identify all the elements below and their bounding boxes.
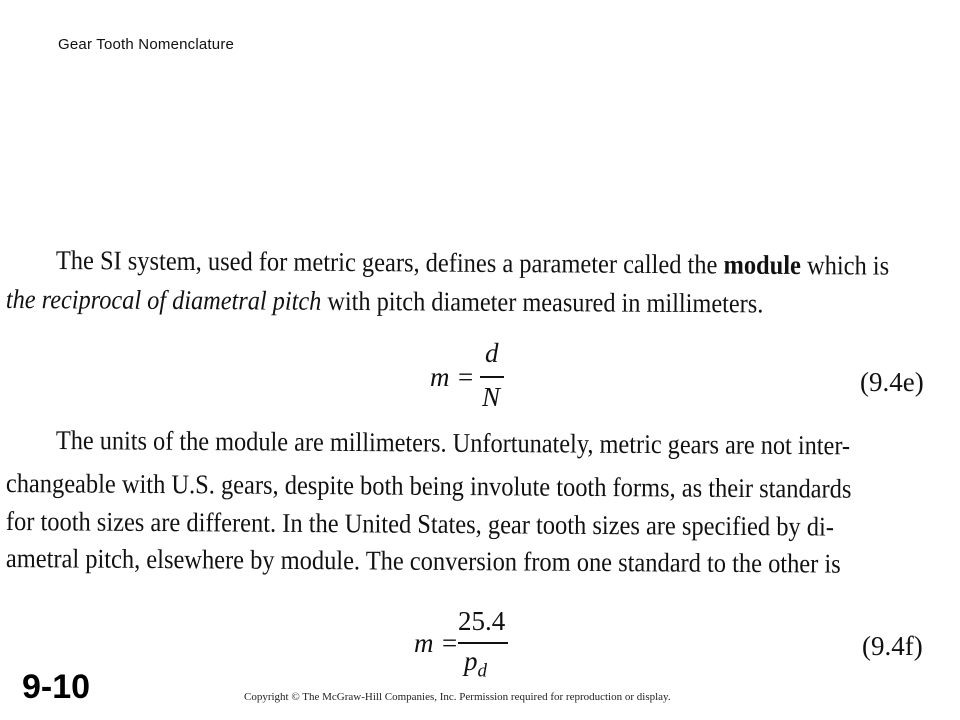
equation1-denominator: N [482,382,501,412]
slide-title: Gear Tooth Nomenclature [58,36,235,53]
equation1-number: (9.4e) [860,367,924,397]
paragraph1-line1-text-b: which is [800,250,890,281]
equation1-numerator: d [485,338,499,368]
equation-9-4f [414,606,534,686]
paragraph2-line2: changeable with U.S. gears, despite both being involute tooth forms, as their standards [5,468,852,504]
equation2-denominator-base: p [464,646,478,676]
equation2-denominator [464,646,487,682]
copyright-notice: Copyright © The McGraw-Hill Companies, Inc. Permission required for reproduction or display. [244,691,671,703]
equation2-numerator: 25.4 [458,606,506,636]
paragraph2-line1: The units of the module are millimeters. Unfortunately, metric gears are not inter- [55,425,851,461]
equation-9-4e [430,336,530,416]
paragraph2-line3: for tooth sizes are different. In the United States, gear tooth sizes are specified by di- [5,506,835,542]
paragraph2-line4: ametral pitch, elsewhere by module. The conversion from one standard to the other is [5,543,841,579]
reciprocal-phrase: the reciprocal of diametral pitch [5,284,322,316]
slide-number: 9-10 [22,668,91,706]
equation1-fraction-bar [480,376,504,378]
paragraph1-line1-text-a: The SI system, used for metric gears, defines a parameter called the [55,245,724,280]
paragraph1-line1 [56,245,889,282]
paragraph1-line2-text-b: with pitch diameter measured in millimeters. [321,285,764,319]
paragraph1-line2 [6,284,764,319]
equation2-number: (9.4f) [862,631,923,661]
equation1-lhs: m = [430,362,475,392]
equation2-lhs: m = [414,628,459,658]
module-term: module [723,249,801,281]
equation2-fraction-bar [458,642,508,644]
equation2-denominator-subscript: d [477,660,487,682]
